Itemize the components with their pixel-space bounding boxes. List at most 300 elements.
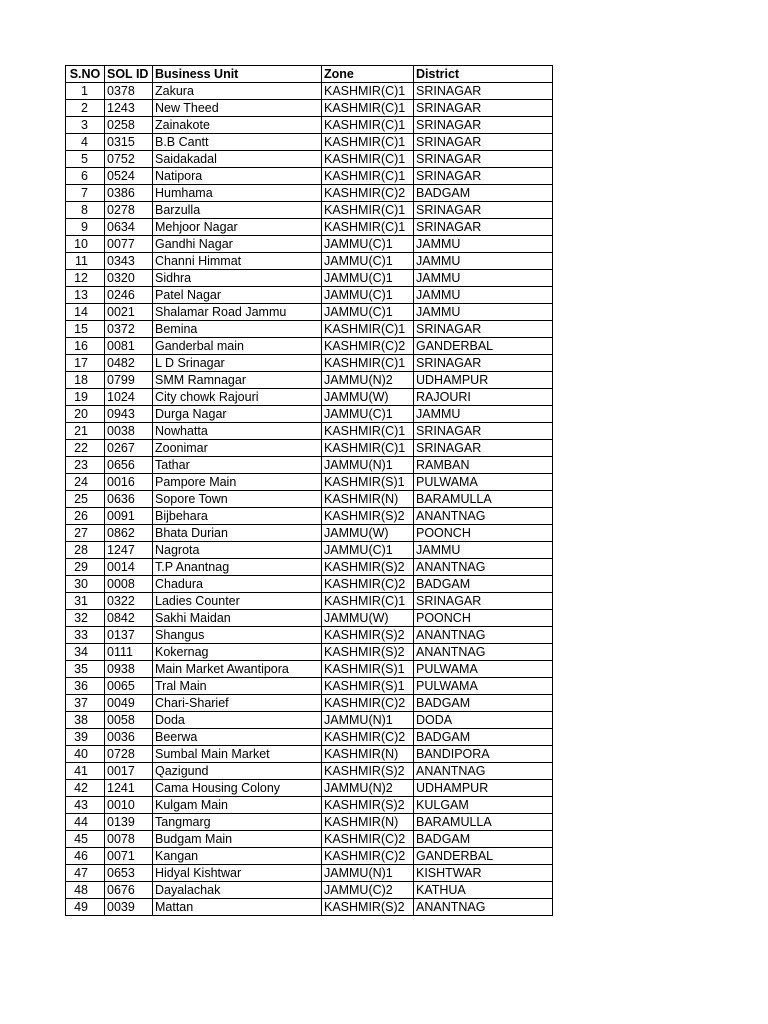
cell-sol-id: 0862 [105, 525, 153, 542]
table-row [66, 899, 553, 916]
cell-sno: 6 [66, 168, 105, 185]
cell-business-unit: Ladies Counter [153, 593, 322, 610]
cell-district: BARAMULLA [414, 814, 553, 831]
table-row [66, 814, 553, 831]
cell-business-unit: New Theed [153, 100, 322, 117]
table-row [66, 151, 553, 168]
cell-zone: KASHMIR(C)1 [322, 117, 414, 134]
cell-zone: KASHMIR(N) [322, 491, 414, 508]
cell-district: BADGAM [414, 831, 553, 848]
cell-sol-id: 0634 [105, 219, 153, 236]
cell-business-unit: L D Srinagar [153, 355, 322, 372]
cell-district: PULWAMA [414, 474, 553, 491]
cell-sno: 33 [66, 627, 105, 644]
cell-district: ANANTNAG [414, 508, 553, 525]
cell-sol-id: 0938 [105, 661, 153, 678]
cell-business-unit: Zainakote [153, 117, 322, 134]
cell-business-unit: Qazigund [153, 763, 322, 780]
cell-sno: 40 [66, 746, 105, 763]
cell-sol-id: 0038 [105, 423, 153, 440]
table-row [66, 270, 553, 287]
table-row [66, 610, 553, 627]
cell-district: BADGAM [414, 185, 553, 202]
table-row [66, 627, 553, 644]
cell-sno: 29 [66, 559, 105, 576]
table-row [66, 287, 553, 304]
cell-sol-id: 0278 [105, 202, 153, 219]
cell-business-unit: Zoonimar [153, 440, 322, 457]
table-row [66, 117, 553, 134]
cell-sol-id: 1247 [105, 542, 153, 559]
cell-business-unit: Kulgam Main [153, 797, 322, 814]
cell-sno: 16 [66, 338, 105, 355]
cell-sno: 35 [66, 661, 105, 678]
table-row [66, 644, 553, 661]
cell-district: SRINAGAR [414, 321, 553, 338]
cell-business-unit: Patel Nagar [153, 287, 322, 304]
cell-sol-id: 1024 [105, 389, 153, 406]
cell-district: JAMMU [414, 253, 553, 270]
cell-sol-id: 0322 [105, 593, 153, 610]
cell-sol-id: 0842 [105, 610, 153, 627]
cell-business-unit: Barzulla [153, 202, 322, 219]
cell-district: PULWAMA [414, 661, 553, 678]
cell-district: JAMMU [414, 406, 553, 423]
cell-sol-id: 0728 [105, 746, 153, 763]
cell-sol-id: 0315 [105, 134, 153, 151]
header-district: District [414, 66, 553, 83]
table-row [66, 321, 553, 338]
cell-sol-id: 0081 [105, 338, 153, 355]
table-row [66, 304, 553, 321]
cell-district: SRINAGAR [414, 440, 553, 457]
cell-sol-id: 0139 [105, 814, 153, 831]
cell-sol-id: 0386 [105, 185, 153, 202]
cell-sol-id: 0065 [105, 678, 153, 695]
cell-zone: JAMMU(C)2 [322, 882, 414, 899]
cell-sol-id: 0267 [105, 440, 153, 457]
table-row [66, 780, 553, 797]
cell-district: RAJOURI [414, 389, 553, 406]
table-row [66, 134, 553, 151]
cell-sol-id: 0049 [105, 695, 153, 712]
cell-sno: 4 [66, 134, 105, 151]
cell-business-unit: Tangmarg [153, 814, 322, 831]
cell-zone: JAMMU(C)1 [322, 236, 414, 253]
cell-business-unit: SMM Ramnagar [153, 372, 322, 389]
cell-sno: 41 [66, 763, 105, 780]
table-row [66, 83, 553, 100]
cell-district: SRINAGAR [414, 593, 553, 610]
cell-zone: KASHMIR(S)2 [322, 797, 414, 814]
cell-zone: KASHMIR(S)2 [322, 508, 414, 525]
table-row [66, 457, 553, 474]
cell-district: JAMMU [414, 236, 553, 253]
cell-business-unit: Sopore Town [153, 491, 322, 508]
cell-district: SRINAGAR [414, 100, 553, 117]
cell-business-unit: Natipora [153, 168, 322, 185]
cell-district: GANDERBAL [414, 848, 553, 865]
cell-sol-id: 0021 [105, 304, 153, 321]
cell-sol-id: 0320 [105, 270, 153, 287]
table-row [66, 219, 553, 236]
cell-district: JAMMU [414, 304, 553, 321]
cell-district: KISHTWAR [414, 865, 553, 882]
cell-sno: 36 [66, 678, 105, 695]
cell-business-unit: T.P Anantnag [153, 559, 322, 576]
cell-zone: JAMMU(W) [322, 389, 414, 406]
cell-sol-id: 0636 [105, 491, 153, 508]
cell-sno: 37 [66, 695, 105, 712]
table-row [66, 100, 553, 117]
cell-district: UDHAMPUR [414, 372, 553, 389]
cell-sno: 1 [66, 83, 105, 100]
header-zone: Zone [322, 66, 414, 83]
table-row [66, 797, 553, 814]
table-row [66, 661, 553, 678]
cell-business-unit: Tral Main [153, 678, 322, 695]
cell-district: ANANTNAG [414, 644, 553, 661]
cell-business-unit: Gandhi Nagar [153, 236, 322, 253]
cell-sno: 27 [66, 525, 105, 542]
cell-sno: 32 [66, 610, 105, 627]
cell-business-unit: Mattan [153, 899, 322, 916]
cell-zone: JAMMU(C)1 [322, 253, 414, 270]
table-row [66, 593, 553, 610]
table-row [66, 389, 553, 406]
cell-sol-id: 0799 [105, 372, 153, 389]
cell-sno: 24 [66, 474, 105, 491]
cell-sol-id: 0014 [105, 559, 153, 576]
cell-sno: 26 [66, 508, 105, 525]
cell-zone: KASHMIR(S)2 [322, 763, 414, 780]
cell-business-unit: B.B Cantt [153, 134, 322, 151]
cell-business-unit: Sumbal Main Market [153, 746, 322, 763]
table-row [66, 372, 553, 389]
table-row [66, 236, 553, 253]
cell-zone: KASHMIR(N) [322, 746, 414, 763]
cell-business-unit: Shangus [153, 627, 322, 644]
cell-zone: KASHMIR(C)2 [322, 576, 414, 593]
cell-district: PULWAMA [414, 678, 553, 695]
cell-district: ANANTNAG [414, 763, 553, 780]
cell-district: UDHAMPUR [414, 780, 553, 797]
cell-zone: KASHMIR(C)1 [322, 83, 414, 100]
cell-sol-id: 0039 [105, 899, 153, 916]
cell-sol-id: 0372 [105, 321, 153, 338]
cell-sno: 17 [66, 355, 105, 372]
cell-business-unit: Zakura [153, 83, 322, 100]
cell-district: SRINAGAR [414, 134, 553, 151]
cell-zone: JAMMU(C)1 [322, 304, 414, 321]
cell-sol-id: 1243 [105, 100, 153, 117]
cell-zone: KASHMIR(S)2 [322, 899, 414, 916]
cell-business-unit: Bemina [153, 321, 322, 338]
cell-sol-id: 0752 [105, 151, 153, 168]
cell-sno: 31 [66, 593, 105, 610]
cell-sol-id: 0058 [105, 712, 153, 729]
cell-business-unit: Hidyal Kishtwar [153, 865, 322, 882]
table-row [66, 678, 553, 695]
cell-zone: KASHMIR(C)2 [322, 848, 414, 865]
cell-business-unit: Chadura [153, 576, 322, 593]
cell-sno: 45 [66, 831, 105, 848]
table-row [66, 831, 553, 848]
cell-sno: 5 [66, 151, 105, 168]
cell-district: DODA [414, 712, 553, 729]
cell-business-unit: Sakhi Maidan [153, 610, 322, 627]
cell-sno: 2 [66, 100, 105, 117]
cell-district: JAMMU [414, 287, 553, 304]
header-row [66, 66, 553, 83]
header-sol-id: SOL ID [105, 66, 153, 83]
cell-zone: JAMMU(N)1 [322, 865, 414, 882]
cell-sno: 21 [66, 423, 105, 440]
cell-business-unit: Humhama [153, 185, 322, 202]
cell-business-unit: Ganderbal main [153, 338, 322, 355]
cell-sol-id: 0653 [105, 865, 153, 882]
cell-sno: 20 [66, 406, 105, 423]
cell-zone: KASHMIR(C)2 [322, 695, 414, 712]
cell-zone: KASHMIR(C)1 [322, 321, 414, 338]
cell-zone: KASHMIR(S)1 [322, 661, 414, 678]
cell-district: SRINAGAR [414, 117, 553, 134]
cell-sol-id: 0676 [105, 882, 153, 899]
cell-sol-id: 0378 [105, 83, 153, 100]
cell-district: BADGAM [414, 576, 553, 593]
table-row [66, 848, 553, 865]
cell-district: SRINAGAR [414, 151, 553, 168]
table-row [66, 695, 553, 712]
cell-zone: JAMMU(C)1 [322, 270, 414, 287]
table-row [66, 185, 553, 202]
cell-zone: KASHMIR(C)1 [322, 168, 414, 185]
cell-business-unit: Sidhra [153, 270, 322, 287]
cell-business-unit: Bhata Durian [153, 525, 322, 542]
cell-zone: JAMMU(C)1 [322, 406, 414, 423]
table-row [66, 525, 553, 542]
cell-business-unit: Tathar [153, 457, 322, 474]
cell-sno: 8 [66, 202, 105, 219]
cell-sno: 39 [66, 729, 105, 746]
cell-business-unit: Durga Nagar [153, 406, 322, 423]
cell-sol-id: 0077 [105, 236, 153, 253]
cell-sol-id: 0010 [105, 797, 153, 814]
cell-business-unit: Nowhatta [153, 423, 322, 440]
cell-sno: 49 [66, 899, 105, 916]
cell-sol-id: 0016 [105, 474, 153, 491]
table-row [66, 440, 553, 457]
cell-zone: JAMMU(C)1 [322, 542, 414, 559]
cell-zone: KASHMIR(C)1 [322, 593, 414, 610]
cell-sol-id: 0343 [105, 253, 153, 270]
cell-sol-id: 0137 [105, 627, 153, 644]
cell-sol-id: 0246 [105, 287, 153, 304]
cell-district: ANANTNAG [414, 899, 553, 916]
table-row [66, 576, 553, 593]
cell-business-unit: Dayalachak [153, 882, 322, 899]
cell-sno: 42 [66, 780, 105, 797]
cell-zone: KASHMIR(C)2 [322, 831, 414, 848]
table-row [66, 542, 553, 559]
table-row [66, 474, 553, 491]
cell-sol-id: 0943 [105, 406, 153, 423]
cell-zone: KASHMIR(C)1 [322, 219, 414, 236]
cell-district: ANANTNAG [414, 559, 553, 576]
cell-business-unit: Kangan [153, 848, 322, 865]
cell-sol-id: 1241 [105, 780, 153, 797]
cell-sno: 47 [66, 865, 105, 882]
cell-sno: 28 [66, 542, 105, 559]
cell-business-unit: Main Market Awantipora [153, 661, 322, 678]
cell-zone: KASHMIR(C)1 [322, 423, 414, 440]
table-row [66, 763, 553, 780]
cell-business-unit: City chowk Rajouri [153, 389, 322, 406]
cell-sno: 25 [66, 491, 105, 508]
table-row [66, 712, 553, 729]
cell-zone: JAMMU(W) [322, 525, 414, 542]
table-row [66, 882, 553, 899]
cell-district: SRINAGAR [414, 423, 553, 440]
table-row [66, 423, 553, 440]
cell-sno: 10 [66, 236, 105, 253]
cell-zone: KASHMIR(C)1 [322, 134, 414, 151]
cell-zone: JAMMU(N)2 [322, 780, 414, 797]
cell-district: JAMMU [414, 270, 553, 287]
cell-district: SRINAGAR [414, 168, 553, 185]
table-row [66, 202, 553, 219]
cell-district: KATHUA [414, 882, 553, 899]
cell-business-unit: Pampore Main [153, 474, 322, 491]
cell-district: BANDIPORA [414, 746, 553, 763]
cell-zone: KASHMIR(S)2 [322, 559, 414, 576]
cell-zone: JAMMU(C)1 [322, 287, 414, 304]
cell-sno: 48 [66, 882, 105, 899]
cell-sno: 46 [66, 848, 105, 865]
cell-sno: 44 [66, 814, 105, 831]
cell-district: RAMBAN [414, 457, 553, 474]
table-body [66, 83, 553, 916]
cell-district: POONCH [414, 525, 553, 542]
table-row [66, 491, 553, 508]
cell-business-unit: Mehjoor Nagar [153, 219, 322, 236]
cell-zone: JAMMU(N)1 [322, 712, 414, 729]
table-row [66, 559, 553, 576]
header-business-unit: Business Unit [153, 66, 322, 83]
cell-district: KULGAM [414, 797, 553, 814]
cell-business-unit: Bijbehara [153, 508, 322, 525]
cell-zone: JAMMU(W) [322, 610, 414, 627]
table-header [66, 66, 553, 83]
cell-sno: 14 [66, 304, 105, 321]
cell-district: POONCH [414, 610, 553, 627]
cell-sno: 3 [66, 117, 105, 134]
cell-district: BADGAM [414, 695, 553, 712]
cell-business-unit: Shalamar Road Jammu [153, 304, 322, 321]
cell-sno: 38 [66, 712, 105, 729]
cell-sno: 23 [66, 457, 105, 474]
cell-sno: 7 [66, 185, 105, 202]
header-sno: S.NO [66, 66, 105, 83]
cell-zone: KASHMIR(S)2 [322, 644, 414, 661]
cell-zone: KASHMIR(C)2 [322, 338, 414, 355]
cell-sno: 19 [66, 389, 105, 406]
cell-district: BARAMULLA [414, 491, 553, 508]
cell-sno: 13 [66, 287, 105, 304]
cell-zone: KASHMIR(N) [322, 814, 414, 831]
cell-sno: 9 [66, 219, 105, 236]
cell-zone: KASHMIR(C)1 [322, 151, 414, 168]
cell-business-unit: Cama Housing Colony [153, 780, 322, 797]
table-row [66, 508, 553, 525]
table-row [66, 406, 553, 423]
cell-business-unit: Saidakadal [153, 151, 322, 168]
cell-sno: 43 [66, 797, 105, 814]
cell-district: JAMMU [414, 542, 553, 559]
cell-sol-id: 0524 [105, 168, 153, 185]
cell-district: SRINAGAR [414, 219, 553, 236]
cell-sno: 34 [66, 644, 105, 661]
cell-sno: 12 [66, 270, 105, 287]
branch-list-table [65, 65, 553, 916]
cell-sol-id: 0078 [105, 831, 153, 848]
cell-business-unit: Nagrota [153, 542, 322, 559]
cell-sno: 18 [66, 372, 105, 389]
cell-zone: JAMMU(N)1 [322, 457, 414, 474]
cell-district: GANDERBAL [414, 338, 553, 355]
cell-sol-id: 0482 [105, 355, 153, 372]
cell-district: BADGAM [414, 729, 553, 746]
cell-zone: KASHMIR(C)1 [322, 355, 414, 372]
cell-district: SRINAGAR [414, 83, 553, 100]
cell-sol-id: 0656 [105, 457, 153, 474]
cell-sno: 15 [66, 321, 105, 338]
cell-zone: KASHMIR(S)1 [322, 678, 414, 695]
cell-district: SRINAGAR [414, 355, 553, 372]
cell-business-unit: Doda [153, 712, 322, 729]
cell-sol-id: 0091 [105, 508, 153, 525]
cell-sol-id: 0008 [105, 576, 153, 593]
cell-sol-id: 0036 [105, 729, 153, 746]
cell-zone: KASHMIR(C)1 [322, 202, 414, 219]
cell-sno: 30 [66, 576, 105, 593]
cell-sol-id: 0071 [105, 848, 153, 865]
table-row [66, 338, 553, 355]
cell-sno: 22 [66, 440, 105, 457]
cell-sol-id: 0111 [105, 644, 153, 661]
cell-sno: 11 [66, 253, 105, 270]
cell-zone: KASHMIR(C)1 [322, 100, 414, 117]
cell-business-unit: Kokernag [153, 644, 322, 661]
cell-business-unit: Chari-Sharief [153, 695, 322, 712]
table-row [66, 729, 553, 746]
cell-sol-id: 0017 [105, 763, 153, 780]
cell-business-unit: Channi Himmat [153, 253, 322, 270]
cell-zone: JAMMU(N)2 [322, 372, 414, 389]
cell-sol-id: 0258 [105, 117, 153, 134]
cell-zone: KASHMIR(S)2 [322, 627, 414, 644]
cell-district: SRINAGAR [414, 202, 553, 219]
table-row [66, 168, 553, 185]
cell-zone: KASHMIR(C)2 [322, 729, 414, 746]
table-row [66, 865, 553, 882]
table-row [66, 253, 553, 270]
cell-zone: KASHMIR(C)2 [322, 185, 414, 202]
cell-district: ANANTNAG [414, 627, 553, 644]
cell-business-unit: Beerwa [153, 729, 322, 746]
table-row [66, 746, 553, 763]
cell-business-unit: Budgam Main [153, 831, 322, 848]
